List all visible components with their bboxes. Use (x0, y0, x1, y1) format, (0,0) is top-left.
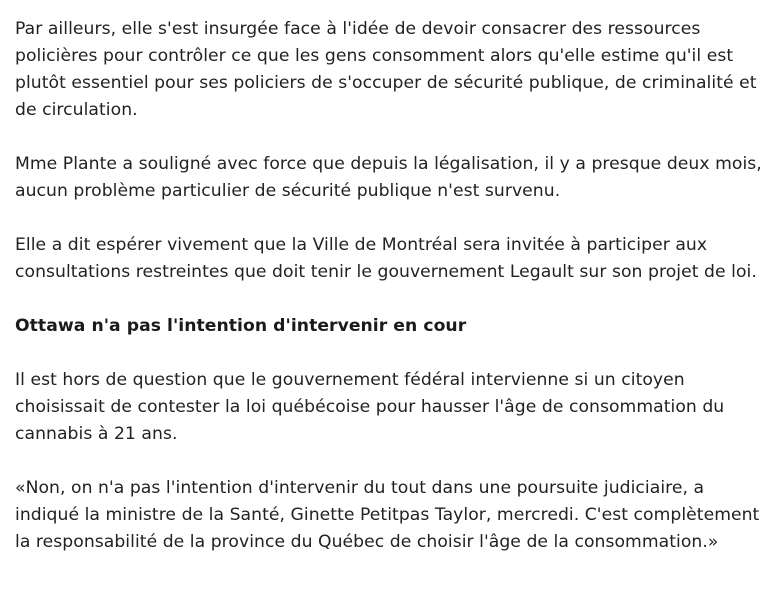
article-body (15, 16, 763, 583)
paragraph-federal-government: Il est hors de question que le gouvernement fédéral intervienne si un citoyen choisissait de contester la loi québécoise pour hausser l'âge de consommation du cannabis à 21 ans. (15, 370, 725, 444)
paragraph-no-public-safety-problem: Mme Plante a souligné avec force que depuis la légalisation, il y a presque deux mois, aucun problème particulier de sécurité publique n'est survenu. (15, 154, 762, 201)
paragraph-consultations: Elle a dit espérer vivement que la Ville de Montréal sera invitée à participer aux consultations restreintes que doit tenir le gouvernement Legault sur son projet de loi. (15, 235, 757, 282)
paragraph-minister-quote: «Non, on n'a pas l'intention d'intervenir du tout dans une poursuite judiciaire, a indiqué la ministre de la Santé, Ginette Petitpas Taylor, mercredi. C'est complètement la responsabilité de la province du Québec de choisir l'âge de la consommation.» (15, 478, 760, 552)
paragraph-police-resources: Par ailleurs, elle s'est insurgée face à l'idée de devoir consacrer des ressources policières pour contrôler ce que les gens consomment alors qu'elle estime qu'il est plutôt essentiel pour ses policiers de s'occuper de sécurité publique, de criminalité et de circulation. (15, 19, 757, 120)
article-subheading: Ottawa n'a pas l'intention d'intervenir en cour (15, 316, 467, 336)
